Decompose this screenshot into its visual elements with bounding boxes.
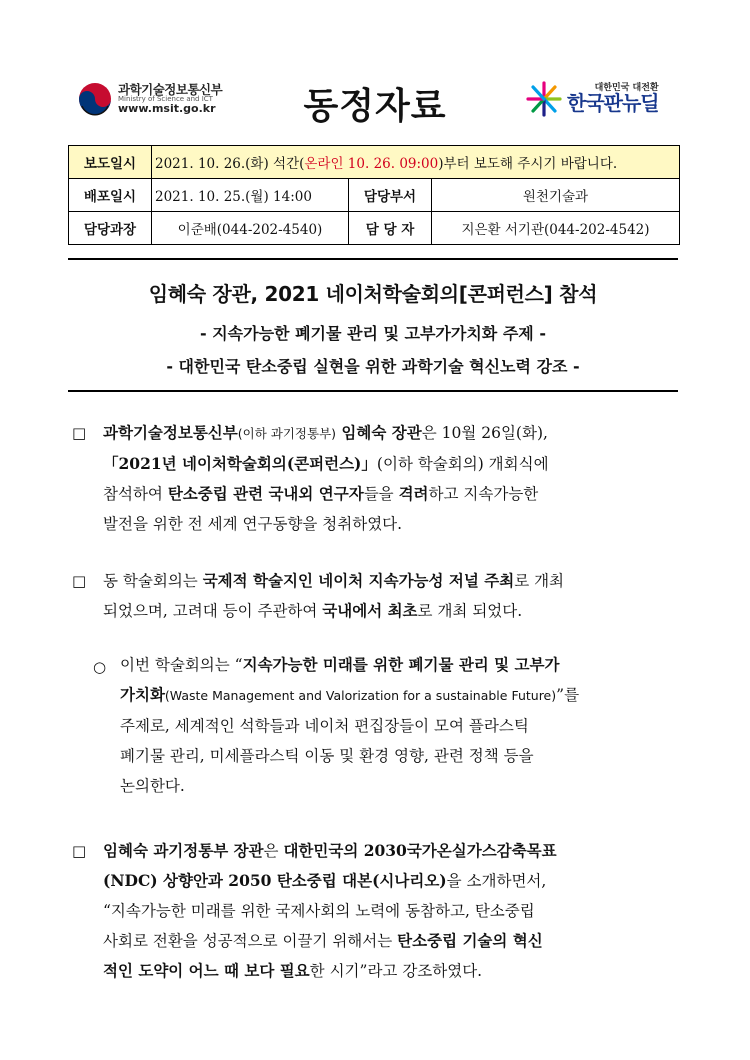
- p4-line-3: “지속가능한 미래를 위한 국제사회의 노력에 동참하고, 탄소중립: [103, 902, 535, 920]
- release-date-text: 2021. 10. 26.(화) 석간(: [155, 156, 305, 172]
- dept-label: 담당부서: [349, 179, 432, 212]
- p1-line-3: [103, 479, 683, 509]
- p4-innovation: 탄소중립 기술의 혁신: [397, 931, 543, 950]
- korean-new-deal-logo: [525, 80, 659, 118]
- p2-text-b: 로 개최: [514, 572, 565, 590]
- staff-value: 지은환 서기관(044-202-4542): [432, 212, 680, 245]
- staff-label: 담 당 자: [349, 212, 432, 245]
- p1-event-abbrev: (이하 학술회의) 개회식에: [376, 455, 549, 473]
- p1-date: 은 10월 26일(화),: [421, 424, 548, 442]
- headline-title: 임혜숙 장관, 2021 네이처학술회의[콘퍼런스] 참석: [148, 282, 598, 306]
- headline-box: [68, 258, 678, 392]
- manager-label: 담당과장: [69, 212, 152, 245]
- p3-line-3: 주제로, 세계적인 석학들과 네이처 편집장들이 모여 플라스틱: [120, 717, 529, 735]
- p2-text-a: 동 학술회의는: [103, 572, 203, 590]
- p2-text-d: 로 개최 되었다.: [417, 602, 523, 620]
- p4-target: 대한민국의 2030국가온실가스감축목표: [283, 841, 557, 860]
- p1-event: 「2021년 네이처학술회의(콘퍼런스)」: [103, 454, 377, 473]
- p2-first: 국내에서 최초: [322, 601, 418, 620]
- p1-line-1: [103, 418, 683, 449]
- p3-theme-eng: (Waste Management and Valorization for a sustainable Future): [164, 688, 557, 703]
- square-bullet-icon: □: [72, 572, 87, 590]
- release-row: [69, 146, 680, 179]
- ministry-name: 과학기술정보통신부: [118, 81, 223, 97]
- contact-row: [69, 212, 680, 245]
- release-instruction-text: )부터 보도해 주시기 바랍니다.: [438, 156, 618, 172]
- p3-line-2: [120, 680, 680, 711]
- paragraph-3: [120, 650, 680, 801]
- p2-host: 국제적 학술지인 네이처 지속가능성 저널 주최: [202, 571, 515, 590]
- p3-line-4: 폐기물 관리, 미세플라스틱 이동 및 환경 영향, 관련 정책 등을: [120, 747, 534, 765]
- square-bullet-icon: □: [72, 424, 87, 442]
- p4-text-a: 은: [263, 842, 284, 860]
- distribution-row: [69, 179, 680, 212]
- p2-text-c: 되었으며, 고려대 등이 주관하여: [103, 602, 323, 620]
- p2-line-1: [103, 566, 683, 596]
- p4-leap: 적인 도약이 어느 때 보다 필요: [103, 961, 310, 980]
- p3-text-b: ”를: [556, 686, 580, 704]
- p1-line-4: 발전을 위한 전 세계 연구동향을 청취하였다.: [103, 515, 403, 533]
- ministry-url: www.msit.go.kr: [118, 102, 216, 116]
- p1-text-a: 참석하여: [103, 485, 168, 503]
- new-deal-name: 한국판뉴딜: [567, 91, 659, 116]
- p4-text-c: 사회로 전환을 성공적으로 이끌기 위해서는: [103, 932, 398, 950]
- press-info-table: [68, 145, 680, 245]
- release-label: 보도일시: [69, 146, 152, 179]
- distribution-value: 2021. 10. 25.(월) 14:00: [152, 179, 349, 212]
- p4-text-d: 한 시기”라고 강조하였다.: [309, 962, 483, 980]
- paragraph-4: [103, 836, 683, 986]
- p3-line-5: 논의한다.: [120, 777, 185, 795]
- square-bullet-icon: □: [72, 842, 87, 860]
- page-header: [0, 0, 750, 140]
- p1-abbrev: (이하 과기정통부): [237, 426, 337, 441]
- p3-theme-a: 지속가능한 미래를 위한 폐기물 관리 및 고부가: [242, 655, 560, 674]
- p1-line-2: [103, 449, 683, 479]
- p4-text-b: 을 소개하면서,: [446, 872, 547, 890]
- ministry-eng-name: Ministry of Science and ICT: [118, 95, 213, 104]
- dept-value: 원천기술과: [432, 179, 680, 212]
- release-value: [152, 146, 680, 179]
- p3-text-a: 이번 학술회의는 “: [120, 656, 243, 674]
- p3-theme-b: 가치화: [120, 685, 165, 704]
- distribution-label: 배포일시: [69, 179, 152, 212]
- p4-line-2: [103, 866, 683, 896]
- p1-ministry: 과학기술정보통신부: [103, 423, 238, 442]
- p1-researchers: 탄소중립 관련 국내외 연구자: [167, 484, 364, 503]
- manager-value: 이준배(044-202-4540): [152, 212, 349, 245]
- p4-minister: 임혜숙 과기정통부 장관: [103, 841, 264, 860]
- circle-bullet-icon: ○: [93, 658, 107, 676]
- p4-scenario: (NDC) 상향안과 2050 탄소중립 대본(시나리오): [103, 871, 447, 890]
- p2-line-2: [103, 596, 683, 626]
- document-type-title: 동정자료: [303, 86, 447, 127]
- p4-line-4: [103, 926, 683, 956]
- new-deal-tagline: 대한민국 대전환: [594, 82, 659, 93]
- p4-line-5: [103, 956, 683, 986]
- p4-line-1: [103, 836, 683, 866]
- p1-encourage: 격려: [398, 484, 429, 503]
- new-deal-sunburst-icon: [525, 80, 563, 118]
- release-online-time: 온라인 10. 26. 09:00: [304, 156, 439, 172]
- p1-minister: 임혜숙 장관: [336, 423, 422, 442]
- headline-subtitle-2: - 대한민국 탄소중립 실현을 위한 과학기술 혁신노력 강조 -: [166, 357, 580, 376]
- p1-text-b: 들을: [363, 485, 399, 503]
- headline-subtitle-1: - 지속가능한 폐기물 관리 및 고부가가치화 주제 -: [200, 324, 546, 343]
- paragraph-1: [103, 418, 683, 539]
- paragraph-2: [103, 566, 683, 626]
- p1-text-c: 하고 지속가능한: [428, 485, 539, 503]
- p3-line-1: [120, 650, 680, 680]
